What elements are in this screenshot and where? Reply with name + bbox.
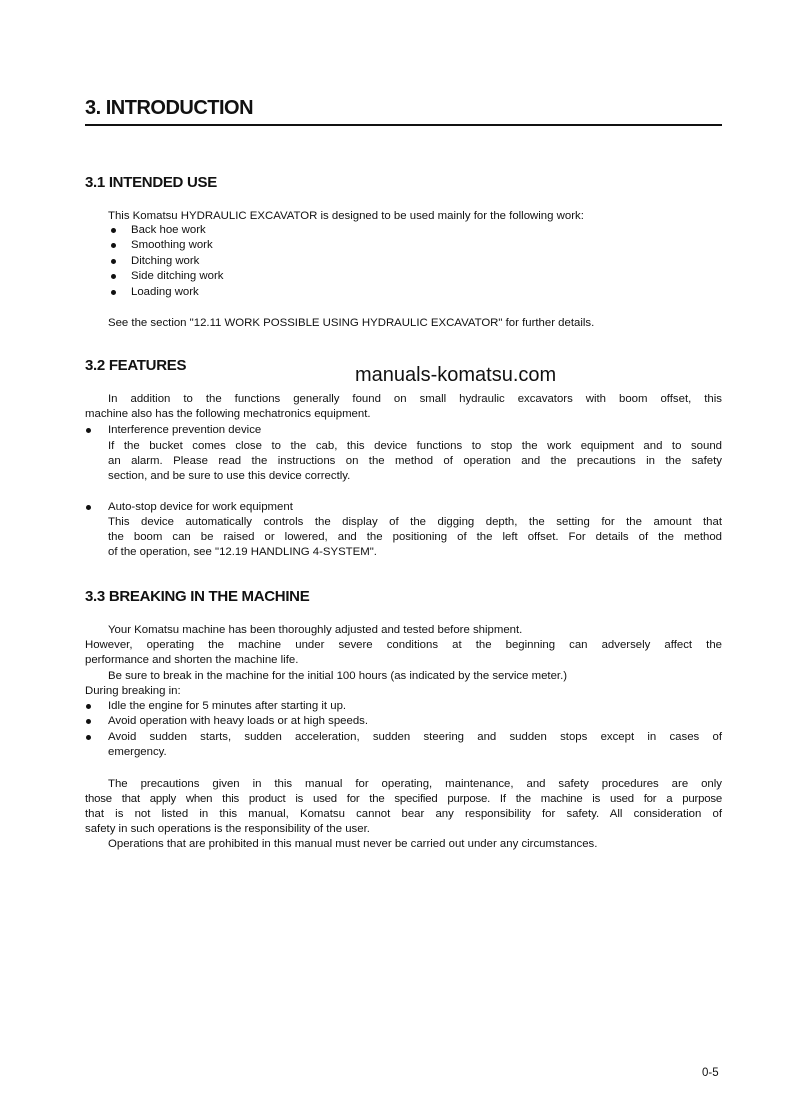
bullet-icon (111, 259, 116, 264)
paragraph-line: machine also has the following mechatronics equipment. (85, 408, 371, 420)
title-underline (85, 124, 722, 126)
paragraph-line: During breaking in: (85, 685, 181, 697)
section-heading-intended-use: 3.1 INTENDED USE (85, 174, 217, 191)
list-item: Loading work (131, 286, 199, 298)
bullet-icon (86, 719, 91, 724)
paragraph-line: Your Komatsu machine has been thoroughly adjusted and tested before shipment. (108, 624, 523, 636)
bullet-icon (86, 735, 91, 740)
page-number: 0-5 (702, 1067, 719, 1079)
list-item: Ditching work (131, 255, 200, 267)
intended-use-intro: This Komatsu HYDRAULIC EXCAVATOR is designed to be used mainly for the following work: (108, 210, 584, 222)
page-title: 3. INTRODUCTION (85, 97, 254, 119)
paragraph-line: of the operation, see "12.19 HANDLING 4-SYSTEM". (108, 546, 377, 558)
bullet-icon (111, 243, 116, 248)
section-heading-features: 3.2 FEATURES (85, 357, 187, 374)
paragraph-line: safety in such operations is the responsibility of the user. (85, 823, 370, 835)
paragraph-line: performance and shorten the machine life. (85, 654, 299, 666)
paragraph-line: section, and be sure to use this device correctly. (108, 470, 351, 482)
paragraph-line: This device automatically controls the display of the digging depth, the setting for the amount that (108, 516, 722, 528)
bullet-icon (111, 228, 116, 233)
see-section-note: See the section "12.11 WORK POSSIBLE USING HYDRAULIC EXCAVATOR" for further details. (108, 317, 595, 329)
paragraph-line: those that apply when this product is used for the specified purpose. If the machine is used for a purpose (85, 793, 722, 805)
bullet-icon (111, 290, 116, 295)
paragraph-line: Operations that are prohibited in this manual must never be carried out under any circumstances. (108, 838, 598, 850)
paragraph-line: Be sure to break in the machine for the initial 100 hours (as indicated by the service meter.) (108, 670, 568, 682)
paragraph-line: If the bucket comes close to the cab, this device functions to stop the work equipment and to sound (108, 440, 722, 452)
paragraph-line: In addition to the functions generally found on small hydraulic excavators with boom offset, this (108, 393, 722, 405)
list-item: Avoid sudden starts, sudden acceleration, sudden steering and sudden stops except in cases of (108, 731, 722, 743)
section-heading-breaking-in: 3.3 BREAKING IN THE MACHINE (85, 588, 310, 605)
feature-title: Auto-stop device for work equipment (108, 501, 293, 513)
list-item: Side ditching work (131, 270, 224, 282)
paragraph-line: The precautions given in this manual for operating, maintenance, and safety procedures are only (108, 778, 722, 790)
bullet-icon (86, 505, 91, 510)
list-item: Smoothing work (131, 239, 213, 251)
paragraph-line: the boom can be raised or lowered, and the positioning of the left offset. For details of the method (108, 531, 722, 543)
bullet-icon (86, 704, 91, 709)
paragraph-line: an alarm. Please read the instructions on the method of operation and the precautions in the safety (108, 455, 722, 467)
bullet-icon (111, 274, 116, 279)
feature-title: Interference prevention device (108, 424, 262, 436)
watermark: manuals-komatsu.com (355, 364, 557, 386)
list-item: emergency. (108, 746, 167, 758)
paragraph-line: that is not listed in this manual, Komatsu cannot bear any responsibility for safety. All consideration of (85, 808, 722, 820)
paragraph-line: However, operating the machine under severe conditions at the beginning can adversely affect the (85, 639, 722, 651)
list-item: Idle the engine for 5 minutes after starting it up. (108, 700, 347, 712)
list-item: Back hoe work (131, 224, 206, 236)
bullet-icon (86, 428, 91, 433)
list-item: Avoid operation with heavy loads or at high speeds. (108, 715, 369, 727)
